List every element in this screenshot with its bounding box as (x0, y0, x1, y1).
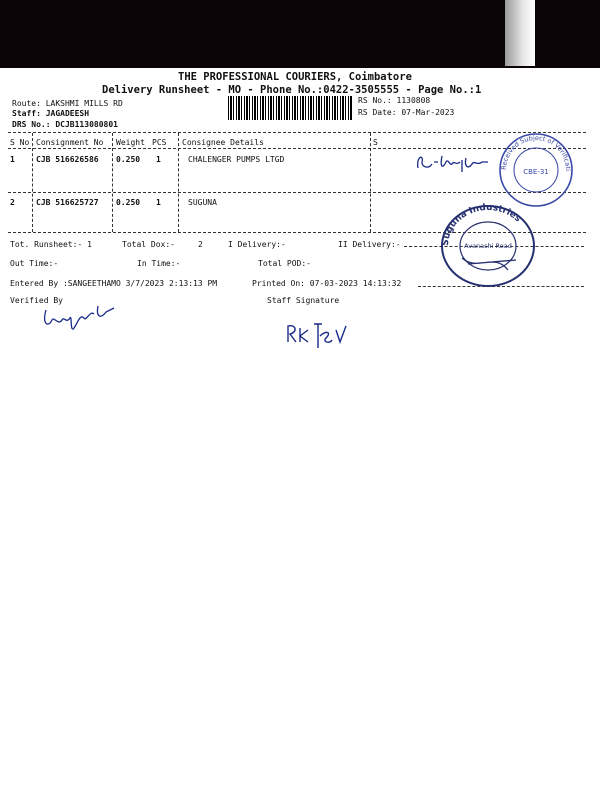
verification-stamp-icon (493, 124, 576, 210)
table-row-consignee: SUGUNA (188, 198, 217, 207)
col-header-pcs: PCS (152, 138, 167, 147)
barcode (228, 96, 352, 120)
table-row-pcs: 1 (156, 155, 161, 164)
col-header-sign: S (373, 138, 378, 147)
stamp-text: Received Subject of Verification (493, 124, 573, 171)
col-header-sno: S No (10, 138, 30, 147)
staff-signature-label: Staff Signature (267, 296, 340, 305)
printed-on: Printed On: 07-03-2023 14:13:32 (252, 279, 402, 288)
col-divider (178, 133, 179, 232)
company-stamp-icon (438, 202, 542, 292)
total-dox-value: 2 (198, 240, 203, 249)
verified-by-label: Verified By (10, 296, 63, 305)
stamp-company: Suguna Industries (440, 202, 523, 247)
rs-number: RS No.: 1130808 (358, 96, 431, 105)
route-label: Route: LAKSHMI MILLS RD (12, 99, 123, 108)
table-row-weight: 0.250 (116, 198, 141, 207)
rs-date: RS Date: 07-Mar-2023 (358, 108, 455, 117)
staff-label: Staff: JAGADEESH (12, 109, 90, 118)
runsheet-subtitle: Delivery Runsheet - MO - Phone No.:0422-3505555 - Page No.:1 (102, 84, 482, 96)
col-divider (32, 133, 33, 232)
col-header-weight: Weight (116, 138, 145, 147)
col-divider (112, 133, 113, 232)
staff-signature-icon (282, 318, 354, 358)
drs-number: DRS No.: DCJB113080801 (12, 120, 118, 129)
receiver-signature-icon (412, 150, 492, 180)
table-row-consignee: CHALENGER PUMPS LTGD (188, 155, 285, 164)
stamp-road: Avanashi Road (464, 242, 512, 250)
total-runsheet: Tot. Runsheet:- 1 (10, 240, 92, 249)
table-row-consignment: CJB 516625727 (36, 198, 99, 207)
company-title: THE PROFESSIONAL COURIERS, Coimbatore (178, 71, 412, 83)
paper-fold-shadow (505, 0, 535, 66)
table-row-sno: 1 (10, 155, 15, 164)
out-time: Out Time:- (10, 259, 59, 268)
i-delivery: I Delivery:- (228, 240, 286, 249)
total-dox-label: Total Dox:- (122, 240, 175, 249)
table-row-weight: 0.250 (116, 155, 141, 164)
ii-delivery: II Delivery:- (338, 240, 401, 249)
table-row-sno: 2 (10, 198, 15, 207)
col-header-consignment: Consignment No (36, 138, 104, 147)
total-pod: Total POD:- (258, 259, 311, 268)
table-row-pcs: 1 (156, 198, 161, 207)
table-row-consignment: CJB 516626586 (36, 155, 99, 164)
entered-by: Entered By :SANGEETHAMO 3/7/2023 2:13:13 PM (10, 279, 218, 288)
col-header-consignee: Consignee Details (182, 138, 264, 147)
verifier-signature-icon (40, 300, 120, 336)
in-time: In Time:- (137, 259, 181, 268)
stamp-code: CBE-31 (523, 168, 549, 176)
col-divider (370, 133, 371, 232)
